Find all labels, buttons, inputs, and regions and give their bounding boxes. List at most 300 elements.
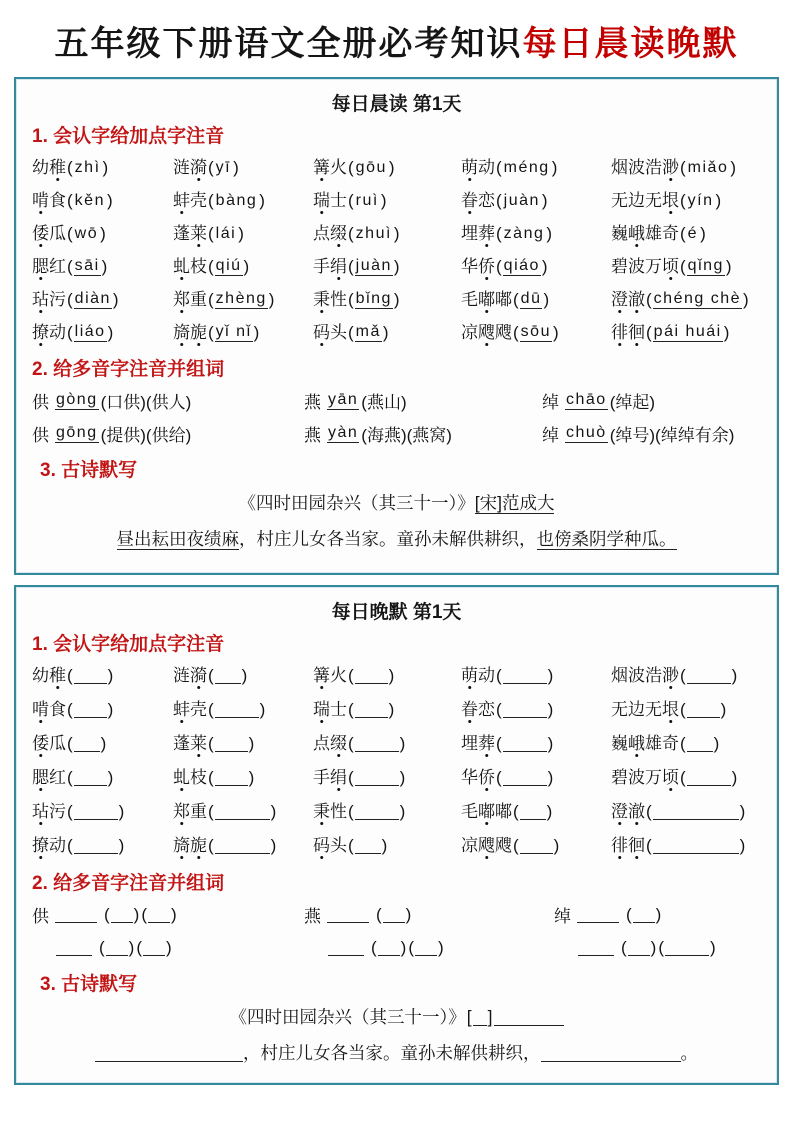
pinyin-annotation: sōu (520, 323, 551, 340)
dotted-char: 动 (49, 322, 66, 342)
poem-segment: [宋]范成大 (474, 493, 555, 513)
paren-close: ) (393, 256, 400, 276)
poem-text-line (32, 1035, 761, 1071)
paren-open: ( (67, 256, 73, 276)
paren-open: ( (348, 665, 354, 685)
dotted-char: 巍 (611, 733, 628, 753)
polyphone-reading (542, 417, 761, 450)
dotted-char: 红 (49, 767, 66, 787)
paren-open: ( (67, 835, 73, 855)
word-item (313, 283, 461, 316)
answer-blank (473, 1010, 487, 1026)
answer-blank (687, 736, 713, 752)
dotted-char: 峨 (628, 223, 645, 243)
word-item (32, 250, 173, 283)
polyphone-group (304, 384, 542, 450)
paren-open: ( (348, 157, 354, 177)
dotted-char: 眷 (461, 699, 478, 719)
word-item (313, 250, 461, 283)
word-item (461, 151, 611, 184)
word-item (32, 727, 173, 760)
answer-blank (355, 702, 388, 718)
paren-close: ) (107, 322, 114, 342)
paren-close: ) (715, 190, 722, 210)
paren-close: ) (100, 733, 107, 753)
dotted-char: 波 (628, 256, 645, 276)
answer-blank (215, 804, 270, 820)
polyphone-reading (542, 384, 761, 417)
dotted-char: 稚 (49, 157, 66, 177)
answer-blank (520, 804, 546, 820)
polyphone-group (542, 384, 761, 450)
paren-close: ) (107, 665, 114, 685)
dotted-char: 峨 (628, 733, 645, 753)
dotted-char: 蚌 (173, 699, 190, 719)
word-item (611, 283, 761, 316)
answer-blank (74, 736, 100, 752)
polyphone-blank-group (304, 898, 554, 964)
paren-close: ) (388, 157, 395, 177)
paren-close: ) (650, 937, 657, 957)
word-item (461, 283, 611, 316)
dotted-char: 头 (330, 322, 347, 342)
pinyin-annotation: yàn (328, 424, 359, 441)
paren-close: ) (739, 835, 746, 855)
word-item (32, 151, 173, 184)
paren-open: ( (513, 322, 519, 342)
dotted-char: 渺 (662, 665, 679, 685)
dotted-char: 瑞 (313, 190, 330, 210)
pinyin-annotation: chāo (566, 391, 607, 408)
word-item (611, 184, 761, 217)
dotted-char: 倭 (32, 733, 49, 753)
paren-open: ( (67, 767, 73, 787)
dotted-char: 波 (628, 665, 645, 685)
dotted-char: 波 (628, 767, 645, 787)
dotted-char: 绢 (330, 767, 347, 787)
paren-open: ( (496, 157, 502, 177)
dotted-char: 瓜 (49, 223, 66, 243)
dotted-char: 缀 (330, 223, 347, 243)
paren-open: ( (496, 256, 502, 276)
pinyin-annotation: yǐ nǐ (215, 323, 252, 340)
paren-open: ( (208, 322, 214, 342)
answer-blank (378, 940, 400, 956)
word-item (313, 829, 461, 862)
page-title (0, 16, 793, 65)
paren-open: ( (67, 322, 73, 342)
dotted-char: 侨 (478, 767, 495, 787)
dotted-char: 食 (49, 699, 66, 719)
dotted-char: 枝 (190, 256, 207, 276)
word-item (173, 184, 313, 217)
paren-close: ) (270, 835, 277, 855)
answer-blank (520, 838, 553, 854)
dotted-char: 雄 (645, 733, 662, 753)
dotted-char: 顷 (662, 767, 679, 787)
dotted-char: 旎 (190, 835, 207, 855)
paren-open: ( (208, 767, 214, 787)
dotted-char: 点 (313, 223, 330, 243)
pinyin-annotation: méng (503, 158, 550, 176)
pinyin-annotation: juàn (503, 191, 540, 209)
answer-blank (327, 907, 369, 923)
word-item (461, 761, 611, 794)
dotted-char: 蓬 (173, 733, 190, 753)
word-item (173, 283, 313, 316)
dotted-char: 无 (645, 699, 662, 719)
dotted-char: 码 (313, 322, 330, 342)
word-item (32, 693, 173, 726)
word-item (611, 151, 761, 184)
paren-close: ) (101, 256, 108, 276)
paren-open: ( (496, 665, 502, 685)
dotted-char: 腮 (32, 767, 49, 787)
dotted-char: 幼 (32, 157, 49, 177)
morning-section3-label: 3. 古诗默写 (40, 460, 138, 481)
polyphone-char: 供 (32, 907, 49, 926)
dotted-char: 莱 (190, 223, 207, 243)
word-item (313, 727, 461, 760)
paren-open: ( (348, 289, 354, 309)
dotted-char: 烟 (611, 157, 628, 177)
polyphone-char: 绰 (542, 393, 559, 412)
dotted-char: 恋 (478, 190, 495, 210)
paren-open: ( (99, 937, 105, 957)
word-item (461, 250, 611, 283)
dotted-char: 无 (645, 190, 662, 210)
word-item (173, 727, 313, 760)
dotted-char: 凉 (461, 322, 478, 342)
pinyin-annotation: yān (328, 391, 359, 408)
dotted-char: 篝 (313, 157, 330, 177)
polyphone-reading (32, 384, 304, 417)
dotted-char: 葬 (478, 223, 495, 243)
paren-close: ) (713, 733, 720, 753)
word-item (611, 693, 761, 726)
paren-close: ) (380, 190, 387, 210)
dotted-char: 徊 (628, 322, 645, 342)
paren-close: ) (268, 289, 275, 309)
dotted-char: 埋 (461, 733, 478, 753)
dotted-char: 飕 (495, 835, 512, 855)
paren-open: ( (348, 801, 354, 821)
bracket-open: [ (466, 1007, 472, 1027)
paren-close: ) (253, 322, 260, 342)
answer-blank (74, 770, 107, 786)
paren-close: ) (243, 256, 250, 276)
pinyin-annotation: zhì (74, 158, 101, 176)
paren-open: ( (348, 322, 354, 342)
paren-open: ( (680, 190, 686, 210)
polyphone-reading (32, 417, 304, 450)
dotted-char: 性 (330, 289, 347, 309)
paren-open: ( (513, 801, 519, 821)
dotted-char: 蓬 (173, 223, 190, 243)
word-item (32, 795, 173, 828)
paren-open: ( (496, 699, 502, 719)
pinyin-annotation: qiáo (503, 257, 540, 274)
morning-poem (32, 485, 761, 557)
word-item (32, 316, 173, 349)
dotted-char: 动 (478, 157, 495, 177)
dotted-char: 手 (313, 767, 330, 787)
dotted-char: 无 (611, 190, 628, 210)
dotted-char: 眷 (461, 190, 478, 210)
dotted-char: 凉 (461, 835, 478, 855)
paren-close: ) (731, 665, 738, 685)
dotted-char: 壳 (190, 699, 207, 719)
polyphone-blank-group (32, 898, 304, 964)
word-item (32, 659, 173, 692)
answer-blank (74, 668, 107, 684)
paren-open: ( (67, 157, 73, 177)
dotted-char: 垠 (662, 699, 679, 719)
paren-close: ) (388, 699, 395, 719)
paren-open: ( (348, 733, 354, 753)
answer-blank (503, 736, 547, 752)
poem-segment: 《四时田园杂兴（其三十一）》 (238, 493, 475, 513)
dotted-char: 萌 (461, 157, 478, 177)
dotted-char: 污 (49, 289, 66, 309)
pinyin-annotation: gōu (355, 158, 387, 176)
paren-close: ) (112, 289, 119, 309)
paren-close: ) (393, 223, 400, 243)
answer-blank (503, 770, 547, 786)
pinyin-annotation: pái huái (653, 323, 722, 340)
dotted-char: 性 (330, 801, 347, 821)
dotted-char: 飕 (478, 835, 495, 855)
word-item (313, 693, 461, 726)
pinyin-annotation: yī (215, 158, 232, 176)
page-title-black: 五年级下册语文全册必考知识 (54, 25, 523, 63)
paren-close: ) (248, 733, 255, 753)
paren-close: ) (233, 157, 239, 177)
answer-blank (355, 668, 388, 684)
dotted-char: 埋 (461, 223, 478, 243)
dotted-char: 撩 (32, 835, 49, 855)
example-word: (提供) (100, 426, 146, 445)
answer-blank (355, 770, 399, 786)
word-item (173, 316, 313, 349)
paren-close: ) (547, 733, 554, 753)
word-item (313, 184, 461, 217)
paren-close: ) (438, 937, 444, 957)
answer-blank (578, 940, 614, 956)
example-word: (供人) (145, 393, 192, 412)
paren-open: ( (208, 835, 214, 855)
polyphone-char: 燕 (304, 393, 321, 412)
paren-open: ( (513, 835, 519, 855)
polyphone-blank-group (554, 898, 761, 964)
paren-close: ) (107, 767, 114, 787)
dotted-char: 碧 (611, 256, 628, 276)
pinyin-annotation: mǎ (355, 323, 381, 340)
paren-close: ) (107, 699, 114, 719)
word-item (313, 151, 461, 184)
polyphone-blank-row (32, 931, 304, 964)
morning-section2-label: 2. 给多音字注音并组词 (32, 359, 225, 380)
paren-close: ) (118, 835, 125, 855)
dotted-char: 烟 (611, 665, 628, 685)
answer-blank (503, 702, 547, 718)
paren-open: ( (136, 937, 143, 957)
word-item (461, 217, 611, 250)
answer-blank (687, 702, 720, 718)
answer-blank (56, 940, 92, 956)
paren-open: ( (208, 256, 214, 276)
dotted-char: 重 (190, 801, 207, 821)
word-item (313, 659, 461, 692)
word-item (611, 727, 761, 760)
pinyin-annotation: qiú (215, 257, 242, 274)
dotted-char: 头 (330, 835, 347, 855)
dotted-char: 啃 (32, 699, 49, 719)
polyphone-char: 绰 (542, 426, 559, 445)
dotted-char: 渺 (662, 157, 679, 177)
answer-blank (653, 804, 739, 820)
paren-close: ) (710, 937, 716, 957)
example-word: (燕窝) (406, 426, 452, 445)
evening-section2-label: 2. 给多音字注音并组词 (32, 873, 225, 894)
paren-open: ( (496, 733, 502, 753)
dotted-char: 缀 (330, 733, 347, 753)
paren-open: ( (348, 699, 354, 719)
paren-close: ) (248, 767, 255, 787)
dotted-char: 徊 (628, 835, 645, 855)
dotted-char: 澄 (611, 289, 628, 309)
word-item (461, 184, 611, 217)
dotted-char: 旖 (173, 835, 190, 855)
dotted-char: 动 (49, 835, 66, 855)
word-item (461, 316, 611, 349)
dotted-char: 虬 (173, 256, 190, 276)
dotted-char: 侨 (478, 256, 495, 276)
pinyin-annotation: wō (74, 224, 99, 242)
paren-open: ( (141, 904, 148, 924)
dotted-char: 瓜 (49, 733, 66, 753)
answer-blank (215, 702, 259, 718)
dotted-char: 边 (628, 190, 645, 210)
dotted-char: 飕 (478, 322, 495, 342)
dotted-char: 稚 (49, 665, 66, 685)
pinyin-annotation: kěn (74, 191, 105, 209)
paren-close: ) (106, 190, 113, 210)
word-item (611, 795, 761, 828)
paren-close: ) (102, 157, 109, 177)
answer-blank (106, 940, 128, 956)
polyphone-blank-row (304, 898, 554, 931)
word-item (32, 829, 173, 862)
paren-open: ( (208, 733, 214, 753)
paren-open: ( (680, 733, 686, 753)
poem-segment: 也傍桑阴学种瓜。 (536, 529, 677, 549)
dotted-char: 绢 (330, 256, 347, 276)
dotted-char: 士 (330, 190, 347, 210)
dotted-char: 篝 (313, 665, 330, 685)
paren-open: ( (67, 665, 73, 685)
paren-close: ) (128, 937, 135, 957)
answer-blank (74, 702, 107, 718)
answer-blank (148, 907, 170, 923)
paren-open: ( (67, 801, 73, 821)
paren-open: ( (348, 223, 354, 243)
dotted-char: 秉 (313, 289, 330, 309)
word-item (173, 795, 313, 828)
word-item (173, 151, 313, 184)
answer-blank (494, 1010, 564, 1026)
polyphone-char: 供 (32, 393, 49, 412)
dotted-char: 火 (330, 665, 347, 685)
paren-open: ( (67, 733, 73, 753)
paren-open: ( (208, 289, 214, 309)
paren-close: ) (547, 665, 554, 685)
polyphone-blank-row (554, 898, 761, 931)
answer-blank (355, 804, 399, 820)
dotted-char: 垠 (662, 190, 679, 210)
answer-blank (328, 940, 364, 956)
word-item (461, 693, 611, 726)
paren-close: ) (723, 322, 730, 342)
paren-close: ) (743, 289, 749, 309)
paren-close: ) (399, 767, 406, 787)
evening-panel-header: 每日晚默 第1天 (331, 602, 462, 623)
evening-polyphone-grid (32, 898, 761, 964)
paren-open: ( (646, 835, 652, 855)
word-item (611, 761, 761, 794)
paren-close: ) (730, 157, 737, 177)
dotted-char: 恋 (478, 699, 495, 719)
answer-blank (111, 907, 133, 923)
pinyin-annotation: bàng (215, 191, 258, 209)
answer-blank (74, 838, 118, 854)
paren-close: ) (725, 256, 732, 276)
dotted-char: 涟 (173, 665, 190, 685)
dotted-char: 壳 (190, 190, 207, 210)
dotted-char: 撩 (32, 322, 49, 342)
dotted-char: 秉 (313, 801, 330, 821)
paren-close: ) (381, 835, 388, 855)
paren-close: ) (547, 767, 554, 787)
paren-open: ( (208, 801, 214, 821)
example-word: (海燕) (361, 426, 407, 445)
answer-blank (383, 907, 405, 923)
pinyin-annotation: gòng (56, 391, 98, 408)
dotted-char: 郑 (173, 801, 190, 821)
evening-section3-label: 3. 古诗默写 (40, 974, 138, 995)
paren-open: ( (496, 190, 502, 210)
page-title-red: 每日晨读晚默 (522, 25, 739, 63)
answer-blank (74, 804, 118, 820)
dotted-char: 顷 (662, 256, 679, 276)
answer-blank (628, 940, 650, 956)
paren-open: ( (626, 904, 632, 924)
paren-open: ( (496, 767, 502, 787)
paren-open: ( (680, 665, 686, 685)
dotted-char: 旎 (190, 322, 207, 342)
dotted-char: 嘟 (478, 289, 495, 309)
pinyin-annotation: qǐng (687, 257, 724, 274)
paren-close: ) (547, 699, 554, 719)
paren-close: ) (241, 665, 248, 685)
word-item (173, 829, 313, 862)
paren-close: ) (543, 289, 550, 309)
answer-blank (633, 907, 655, 923)
pinyin-annotation: juàn (355, 257, 392, 274)
dotted-char: 瑞 (313, 699, 330, 719)
poem-title-line (32, 999, 761, 1035)
paren-open: ( (376, 904, 382, 924)
